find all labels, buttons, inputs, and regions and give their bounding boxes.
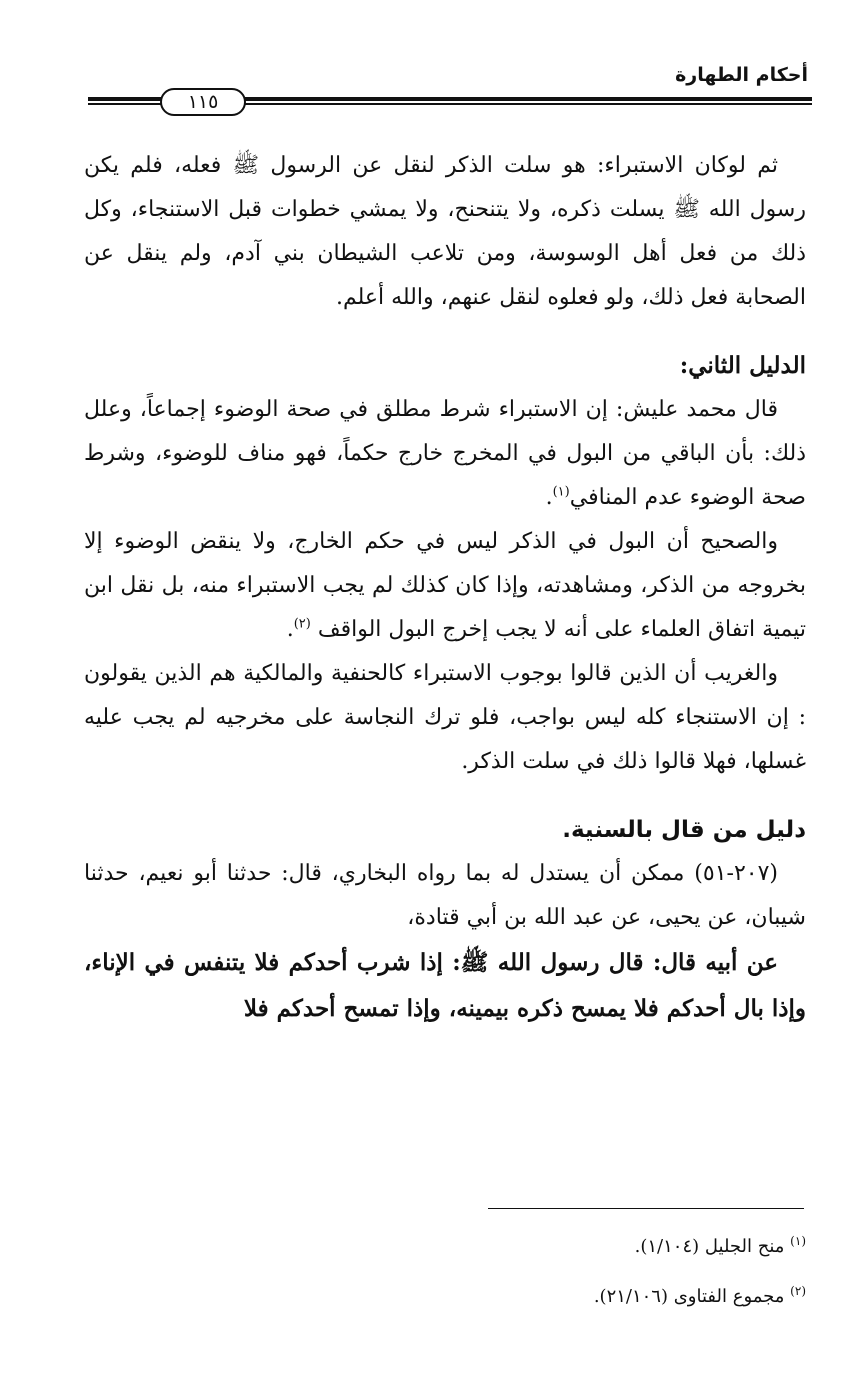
footnote-divider [488,1208,804,1209]
footnote-ref-1[interactable]: (١) [552,484,570,500]
section-heading-second-evidence: الدليل الثاني: [679,352,806,379]
footnote-2-marker: (٢) [790,1284,806,1298]
paragraph-1: ثم لوكان الاستبراء: هو سلت الذكر لنقل عن الرسول ﷺ فعله، فلم يكن رسول الله ﷺ يسلت ذكره، ولا يتنحنح، ولا يمشي خطوات قبل الاستنجاء، وكل ذلك من فعل أهل الوسوسة، ومن تلاعب الشيطان بني آدم، ولم ينقل عن الصحابة فعل ذلك، ولو فعلوه لنقل عنهم، والله أعلم. [84,153,806,310]
paragraph-4: والغريب أن الذين قالوا بوجوب الاستبراء كالحنفية والمالكية هم الذين يقولون : إن الاستنجاء كله ليس بواجب، فلو ترك النجاسة على مخرجيه لم يجب عليه غسلها، فهلا قالوا ذلك في سلت الذكر. [84,661,806,774]
section-heading-sunnah-evidence: دليل من قال بالسنية. [562,817,806,843]
paragraph-2-text: قال محمد عليش: إن الاستبراء شرط مطلق في صحة الوضوء إجماعاً، وعلل ذلك: بأن الباقي من البول في المخرج خارج حكماً، فهو مناف للوضوء، وشرط صحة الوضوء عدم المنافي [84,397,806,510]
main-text [84,144,806,1032]
footnote-1-marker: (١) [790,1234,806,1248]
footnotes [84,1222,806,1322]
paragraph-3-text: والصحيح أن البول في الذكر ليس في حكم الخارج، ولا ينقض الوضوء إلا بخروجه من الذكر، ومشاهدته، وإذا كان كذلك لم يجب الاستبراء منه، بل نقل ابن تيمية اتفاق العلماء على أنه لا يجب إخرج البول الواقف [84,529,806,642]
footnote-2-text: مجموع الفتاوى (٢١/١٠٦). [593,1286,785,1307]
running-title: أحكام الطهارة [675,64,808,86]
footnote-ref-2[interactable]: (٢) [293,616,311,632]
page-number: ١١٥ [160,88,246,116]
paragraph-3 [84,520,806,652]
paragraph-3-end: . [286,617,294,642]
paragraph-2 [84,388,806,520]
paragraph-2-end: . [545,485,553,510]
paragraph-5: (٢٠٧-٥١) ممكن أن يستدل له بما رواه البخاري، قال: حدثنا أبو نعيم، حدثنا شيبان، عن يحيى، عن عبد الله بن أبي قتادة، [84,861,806,930]
header-rule [88,88,812,116]
footnote-1-text: منح الجليل (١/١٠٤). [634,1236,785,1257]
footnote-1 [84,1222,806,1272]
footnote-2 [84,1272,806,1322]
hadith-text: عن أبيه قال: قال رسول الله ﷺ: إذا شرب أحدكم فلا يتنفس في الإناء، وإذا بال أحدكم فلا يمسح ذكره بيمينه، وإذا تمسح أحدكم فلا [84,949,806,1022]
